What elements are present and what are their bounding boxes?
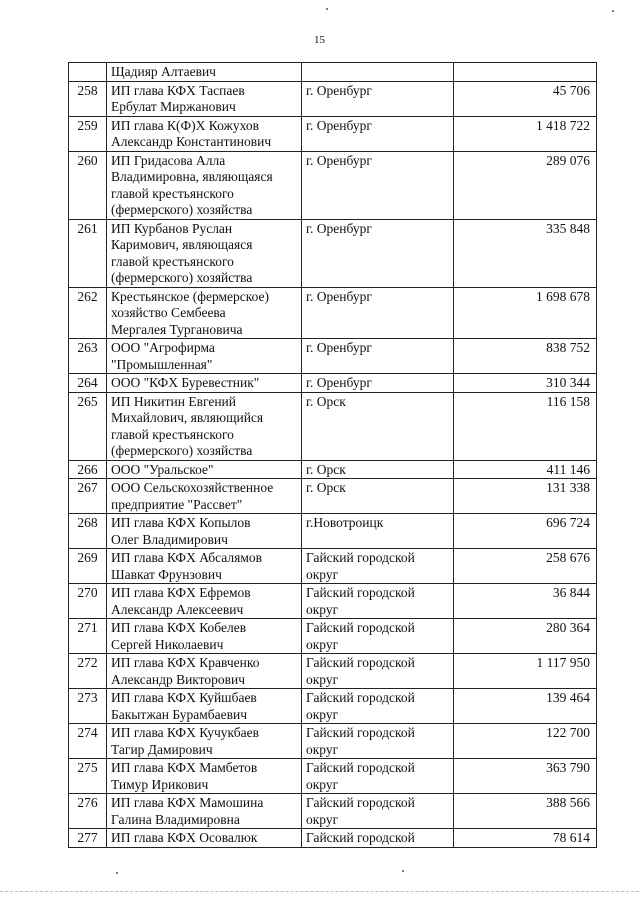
table-row <box>69 219 597 287</box>
organization-name-line: предприятие "Рассвет" <box>111 496 243 512</box>
municipality <box>302 724 454 759</box>
row-number: 267 <box>69 479 107 514</box>
organization-name-line: Михайлович, являющийся <box>111 410 264 425</box>
organization-name-line: Олег Владимирович <box>111 531 228 547</box>
municipality <box>302 374 454 393</box>
organization-name-line: Мергалея Тургановича <box>111 321 243 337</box>
municipality-line: Гайский городской <box>306 830 415 845</box>
row-number: 271 <box>69 619 107 654</box>
amount: 122 700 <box>454 724 597 759</box>
table-row <box>69 514 597 549</box>
scan-speck <box>326 8 328 10</box>
scan-speck <box>402 870 404 872</box>
organization-name-line: ООО "КФХ Буревестник" <box>111 375 260 390</box>
amount: 411 146 <box>454 460 597 479</box>
organization-name-line: "Промышленная" <box>111 356 213 372</box>
organization-name <box>107 339 302 374</box>
row-number: 275 <box>69 759 107 794</box>
organization-name <box>107 116 302 151</box>
row-number: 274 <box>69 724 107 759</box>
table-row <box>69 584 597 619</box>
table-row <box>69 460 597 479</box>
organization-name <box>107 479 302 514</box>
organization-name <box>107 287 302 339</box>
organization-name-line: Галина Владимировна <box>111 811 240 827</box>
amount: 363 790 <box>454 759 597 794</box>
organization-name-line: ООО "Агрофирма <box>111 340 215 355</box>
municipality <box>302 392 454 460</box>
organization-name <box>107 514 302 549</box>
scan-speck <box>116 872 118 874</box>
municipality-line: Гайский городской <box>306 655 415 670</box>
row-number: 268 <box>69 514 107 549</box>
amount: 696 724 <box>454 514 597 549</box>
organization-name-line: главой крестьянского <box>111 253 234 269</box>
row-number: 273 <box>69 689 107 724</box>
organization-name-line: ИП глава КФХ Мамошина <box>111 795 264 810</box>
amount: 1 117 950 <box>454 654 597 689</box>
table-row <box>69 151 597 219</box>
organization-name-line: Тимур Ирикович <box>111 776 209 792</box>
municipality <box>302 549 454 584</box>
municipality <box>302 619 454 654</box>
municipality <box>302 287 454 339</box>
amount: 78 614 <box>454 829 597 848</box>
municipality-line: г.Новотроицк <box>306 515 384 530</box>
organization-name-line: ИП глава К(Ф)Х Кожухов <box>111 117 259 133</box>
organization-name <box>107 584 302 619</box>
table-row <box>69 81 597 116</box>
organization-name-line: ИП глава КФХ Таспаев <box>111 82 245 98</box>
organization-name-line: Сергей Николаевич <box>111 636 224 652</box>
row-number: 277 <box>69 829 107 848</box>
municipality-line: г. Оренбург <box>306 288 372 304</box>
municipality-line: округ <box>306 706 339 722</box>
organization-name-line: Щадияр Алтаевич <box>111 64 216 79</box>
municipality <box>302 794 454 829</box>
table-row <box>69 63 597 82</box>
organization-name-line: главой крестьянского <box>111 426 234 442</box>
amount: 838 752 <box>454 339 597 374</box>
organization-name-line: (фермерского) хозяйства <box>111 443 253 458</box>
organization-name <box>107 392 302 460</box>
organization-name <box>107 460 302 479</box>
table-row <box>69 654 597 689</box>
organization-name-line: ИП глава КФХ Абсалямов <box>111 550 263 565</box>
municipality <box>302 829 454 848</box>
organization-name-line: ИП Курбанов Руслан <box>111 220 233 236</box>
organization-name <box>107 724 302 759</box>
table-row <box>69 829 597 848</box>
registry-table-wrapper <box>68 62 596 848</box>
row-number: 266 <box>69 460 107 479</box>
table-row <box>69 794 597 829</box>
amount: 258 676 <box>454 549 597 584</box>
municipality-line: г. Оренбург <box>306 340 372 355</box>
organization-name <box>107 374 302 393</box>
amount: 36 844 <box>454 584 597 619</box>
organization-name-line: ИП глава КФХ Ефремов <box>111 585 251 600</box>
organization-name <box>107 794 302 829</box>
municipality-line: Гайский городской <box>306 690 415 705</box>
registry-table <box>68 62 597 848</box>
municipality-line: Гайский городской <box>306 795 415 810</box>
row-number: 269 <box>69 549 107 584</box>
table-row <box>69 287 597 339</box>
organization-name <box>107 689 302 724</box>
municipality-line: округ <box>306 636 339 652</box>
municipality-line: Гайский городской <box>306 550 415 565</box>
table-row <box>69 374 597 393</box>
municipality <box>302 151 454 219</box>
table-row <box>69 689 597 724</box>
page-number: 15 <box>314 34 325 46</box>
municipality-line: Гайский городской <box>306 585 415 600</box>
table-row <box>69 759 597 794</box>
row-number: 264 <box>69 374 107 393</box>
municipality-line: г. Оренбург <box>306 117 372 133</box>
table-row <box>69 116 597 151</box>
amount: 139 464 <box>454 689 597 724</box>
row-number: 261 <box>69 219 107 287</box>
organization-name <box>107 654 302 689</box>
row-number: 258 <box>69 81 107 116</box>
organization-name-line: ИП глава КФХ Копылов <box>111 515 251 530</box>
organization-name-line: главой крестьянского <box>111 185 234 201</box>
municipality <box>302 654 454 689</box>
organization-name-line: Владимировна, являющаяся <box>111 169 273 184</box>
organization-name <box>107 619 302 654</box>
amount: 388 566 <box>454 794 597 829</box>
row-number <box>69 63 107 82</box>
municipality-line: округ <box>306 566 339 582</box>
scan-speck <box>612 10 614 12</box>
organization-name-line: хозяйство Сембеева <box>111 305 226 320</box>
municipality <box>302 219 454 287</box>
municipality <box>302 584 454 619</box>
organization-name-line: Александр Константинович <box>111 134 272 149</box>
row-number: 272 <box>69 654 107 689</box>
organization-name-line: Александр Викторович <box>111 671 246 687</box>
amount: 1 418 722 <box>454 116 597 151</box>
municipality-line: г. Оренбург <box>306 375 372 390</box>
municipality-line: округ <box>306 811 339 827</box>
municipality-line: округ <box>306 741 339 757</box>
organization-name <box>107 759 302 794</box>
table-row <box>69 339 597 374</box>
amount: 116 158 <box>454 392 597 460</box>
amount: 310 344 <box>454 374 597 393</box>
row-number: 260 <box>69 151 107 219</box>
amount: 131 338 <box>454 479 597 514</box>
row-number: 263 <box>69 339 107 374</box>
municipality-line: Гайский городской <box>306 725 415 740</box>
row-number: 276 <box>69 794 107 829</box>
table-row <box>69 479 597 514</box>
table-row <box>69 619 597 654</box>
municipality-line: Гайский городской <box>306 620 415 635</box>
municipality <box>302 479 454 514</box>
municipality-line: округ <box>306 601 339 617</box>
row-number: 270 <box>69 584 107 619</box>
municipality <box>302 689 454 724</box>
municipality <box>302 514 454 549</box>
municipality-line: г. Оренбург <box>306 220 372 236</box>
organization-name-line: (фермерского) хозяйства <box>111 202 253 217</box>
organization-name-line: (фермерского) хозяйства <box>111 270 253 285</box>
organization-name-line: Ербулат Миржанович <box>111 99 236 114</box>
municipality-line: Гайский городской <box>306 760 415 775</box>
organization-name-line: ИП глава КФХ Мамбетов <box>111 760 258 775</box>
municipality-line: г. Оренбург <box>306 152 372 168</box>
scan-edge-line <box>0 891 639 892</box>
organization-name-line: ИП глава КФХ Кравченко <box>111 655 260 670</box>
municipality <box>302 460 454 479</box>
municipality-line: округ <box>306 776 339 792</box>
amount <box>454 63 597 82</box>
municipality <box>302 759 454 794</box>
organization-name-line: ИП глава КФХ Осовалюк <box>111 830 258 845</box>
organization-name-line: ИП глава КФХ Куйшбаев <box>111 690 257 705</box>
organization-name-line: Бакытжан Бурамбаевич <box>111 706 248 722</box>
organization-name <box>107 829 302 848</box>
organization-name-line: ИП Гридасова Алла <box>111 152 226 168</box>
organization-name-line: Александр Алексеевич <box>111 601 244 617</box>
municipality-line: г. Орск <box>306 480 346 495</box>
organization-name <box>107 219 302 287</box>
municipality-line: округ <box>306 671 339 687</box>
table-row <box>69 549 597 584</box>
amount: 335 848 <box>454 219 597 287</box>
municipality <box>302 81 454 116</box>
organization-name-line: ООО Сельскохозяйственное <box>111 480 274 495</box>
organization-name-line: ИП глава КФХ Кучукбаев <box>111 725 259 740</box>
amount: 289 076 <box>454 151 597 219</box>
organization-name <box>107 151 302 219</box>
organization-name-line: Каримович, являющаяся <box>111 237 253 252</box>
amount: 45 706 <box>454 81 597 116</box>
row-number: 265 <box>69 392 107 460</box>
organization-name <box>107 81 302 116</box>
municipality <box>302 116 454 151</box>
organization-name-line: ООО "Уральское" <box>111 461 214 477</box>
organization-name-line: ИП глава КФХ Кобелев <box>111 620 247 635</box>
organization-name <box>107 549 302 584</box>
municipality-line: г. Оренбург <box>306 82 372 98</box>
municipality <box>302 63 454 82</box>
row-number: 259 <box>69 116 107 151</box>
municipality <box>302 339 454 374</box>
table-body <box>69 63 597 848</box>
organization-name-line: Шавкат Фрунзович <box>111 566 222 582</box>
municipality-line: г. Орск <box>306 393 346 409</box>
organization-name-line: Крестьянское (фермерское) <box>111 288 270 304</box>
organization-name-line: Тагир Дамирович <box>111 741 213 757</box>
amount: 1 698 678 <box>454 287 597 339</box>
municipality-line: г. Орск <box>306 461 346 477</box>
organization-name <box>107 63 302 82</box>
amount: 280 364 <box>454 619 597 654</box>
table-row <box>69 392 597 460</box>
organization-name-line: ИП Никитин Евгений <box>111 393 237 409</box>
table-row <box>69 724 597 759</box>
row-number: 262 <box>69 287 107 339</box>
